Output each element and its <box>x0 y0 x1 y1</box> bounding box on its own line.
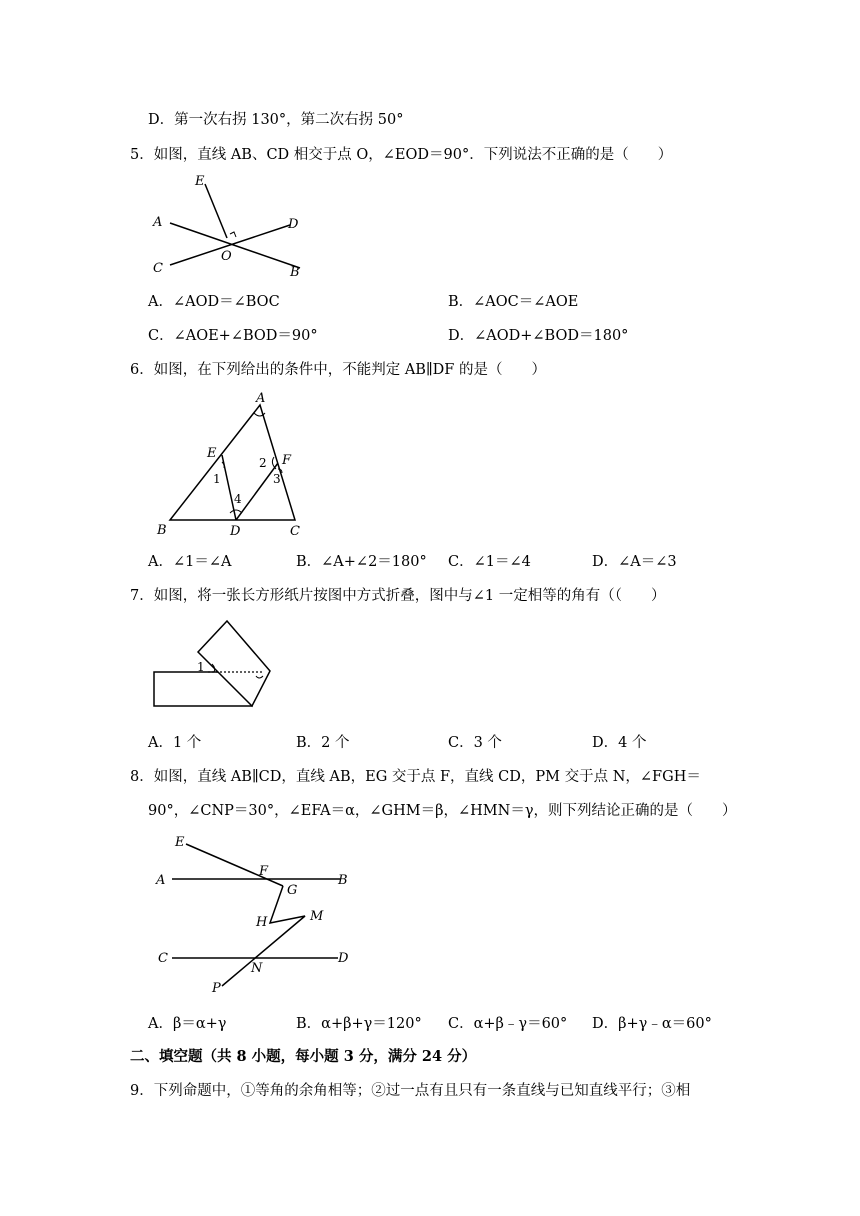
q8-label-M: M <box>310 909 324 924</box>
q9-stem: 9．下列命题中，①等角的余角相等；②过一点有且只有一条直线与已知直线平行；③相 <box>130 1083 691 1099</box>
q7-option-d: D．4 个 <box>592 735 647 751</box>
q8-label-D: D <box>338 951 349 966</box>
q8-label-E: E <box>175 835 185 850</box>
q6-label-4: 4 <box>234 492 242 506</box>
q5-option-b: B．∠AOC＝∠AOE <box>448 294 579 310</box>
q8-label-N: N <box>251 961 263 976</box>
q5-figure <box>150 168 320 283</box>
q6-option-a: A．∠1＝∠A <box>148 554 232 570</box>
q6-stem: 6．如图，在下列给出的条件中，不能判定 AB∥DF 的是（ ） <box>130 362 546 378</box>
q5-label-E: E <box>195 174 205 189</box>
q5-label-A: A <box>153 215 163 230</box>
q6-label-F: F <box>282 453 292 468</box>
q5-label-B: B <box>290 265 300 280</box>
q6-label-2: 2 <box>259 456 267 470</box>
q8-figure <box>150 828 360 998</box>
q8-label-P: P <box>212 981 221 996</box>
q8-option-b: B．α+β+γ＝120° <box>296 1016 422 1032</box>
q6-label-C: C <box>290 524 300 539</box>
q6-label-3: 3 <box>273 472 281 486</box>
q7-stem: 7．如图，将一张长方形纸片按图中方式折叠，图中与∠1 一定相等的角有（（ ） <box>130 588 666 604</box>
q5-label-O: O <box>221 249 232 264</box>
q6-label-D: D <box>230 524 241 539</box>
q5-option-a: A．∠AOD＝∠BOC <box>148 294 280 310</box>
q5-label-C: C <box>153 261 163 276</box>
q6-option-b: B．∠A+∠2＝180° <box>296 554 427 570</box>
q5-option-d: D．∠AOD+∠BOD＝180° <box>448 328 629 344</box>
q5-stem: 5．如图，直线 AB、CD 相交于点 O，∠EOD＝90°．下列说法不正确的是（ ） <box>130 147 673 163</box>
q8-option-c: C．α+β﹣γ＝60° <box>448 1016 568 1032</box>
q8-label-H: H <box>256 915 268 930</box>
q6-figure <box>150 385 320 540</box>
q6-label-B: B <box>157 523 167 538</box>
q7-figure <box>150 614 280 714</box>
q8-option-d: D．β+γ﹣α＝60° <box>592 1016 712 1032</box>
section-2-heading: 二、填空题（共 8 小题，每小题 3 分，满分 24 分） <box>130 1048 477 1065</box>
q8-stem-line2: 90°，∠CNP＝30°，∠EFA＝α，∠GHM＝β，∠HMN＝γ，则下列结论正确的是（ ） <box>148 803 737 819</box>
q7-label-1: 1 <box>197 660 205 674</box>
q5-option-c: C．∠AOE+∠BOD＝90° <box>148 328 318 344</box>
q6-label-E: E <box>207 446 217 461</box>
q6-option-c: C．∠1＝∠4 <box>448 554 531 570</box>
q8-stem-line1: 8．如图，直线 AB∥CD，直线 AB，EG 交于点 F，直线 CD，PM 交于点 N，∠FGH＝ <box>130 769 701 785</box>
q6-label-1: 1 <box>213 472 221 486</box>
q8-label-G: G <box>287 883 298 898</box>
q5-label-D: D <box>288 217 299 232</box>
q7-option-b: B．2 个 <box>296 735 350 751</box>
q8-label-B: B <box>338 873 348 888</box>
q4-option-d: D．第一次右拐 130°，第二次右拐 50° <box>148 112 404 128</box>
q7-option-c: C．3 个 <box>448 735 502 751</box>
q8-label-F: F <box>259 864 269 879</box>
q8-label-C: C <box>158 951 168 966</box>
q8-label-A: A <box>156 873 166 888</box>
q6-label-A: A <box>256 391 266 406</box>
q8-option-a: A．β＝α+γ <box>148 1016 227 1032</box>
q6-option-d: D．∠A＝∠3 <box>592 554 677 570</box>
q7-option-a: A．1 个 <box>148 735 202 751</box>
